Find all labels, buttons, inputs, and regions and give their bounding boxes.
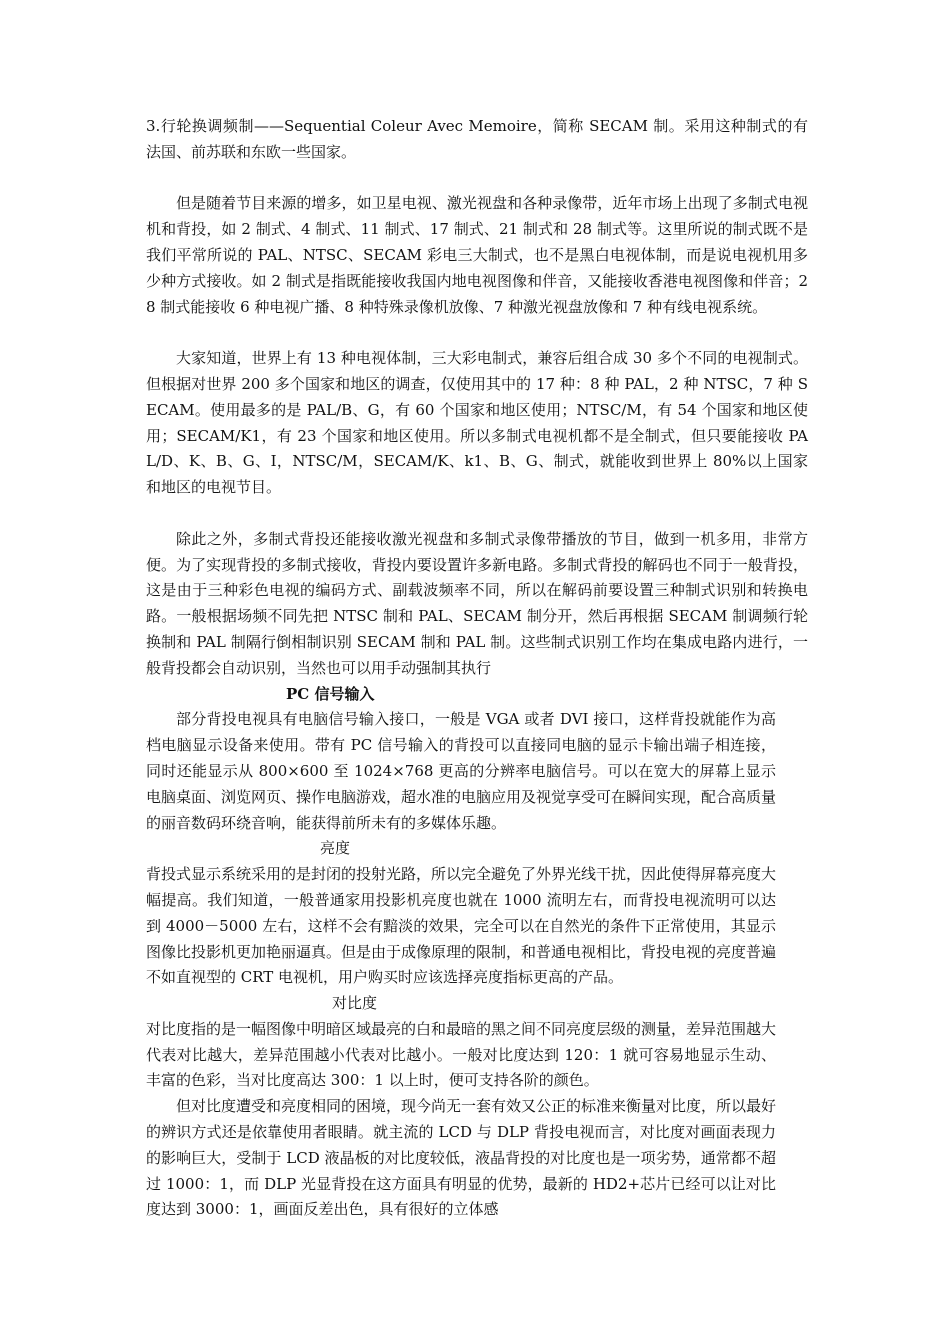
paragraph-tv-systems: 大家知道，世界上有 13 种电视体制，三大彩电制式，兼容后组合成 30 多个不同的电视制式。但根据对世界 200 多个国家和地区的调查，仅使用其中的 17 种：8 种 PAL，2 种 NTSC，7 种 SECAM。使用最多的是 PAL/B、G，有 60 个国家和地区使用；NTSC/M，有 54 个国家和地区使用；SECAM/K1，有 23 个国家和地区使用。所以多制式电视机都不是全制式，但只要能接收 PAL/D、K、B、G、I，NTSC/M，SECAM/K、k1、B、G、制式，就能收到世界上 80%以上国家和地区的电视节目。 [146,349,808,497]
paragraph-gap [146,166,808,192]
paragraph-gap [146,501,808,527]
heading-brightness: 亮度 [320,839,351,858]
paragraph-decoding: 除此之外，多制式背投还能接收激光视盘和多制式录像带播放的节目，做到一机多用，非常方便。为了实现背投的多制式接收，背投内要设置许多新电路。多制式背投的解码也不同于一般背投，这是由于三种彩色电视的编码方式、副载波频率不同，所以在解码前要设置三种制式识别和转换电路。一般根据场频不同先把 NTSC 制和 PAL、SECAM 制分开，然后再根据 SECAM 制调频行轮换制和 PAL 制隔行倒相制识别 SECAM 制和 PAL 制。这些制式识别工作均在集成电路内进行，一般背投都会自动识别，当然也可以用手动强制其执行 [146,529,808,677]
paragraph-contrast-definition: 对比度指的是一幅图像中明暗区域最亮的白和最暗的黑之间不同亮度层级的测量，差异范围越大代表对比越大，差异范围越小代表对比越小。一般对比度达到 120：1 就可容易地显示生动、丰富的色彩，当对比度高达 300：1 以上时，便可支持各阶的颜色。 [146,1019,777,1090]
heading-pc-input: PC 信号输入 [286,684,375,703]
document-page [146,114,808,1223]
paragraph-pc-input: 部分背投电视具有电脑信号输入接口，一般是 VGA 或者 DVI 接口，这样背投就能作为高档电脑显示设备来使用。带有 PC 信号输入的背投可以直接同电脑的显示卡输出端子相连接，同时还能显示从 800×600 至 1024×768 更高的分辨率电脑信号。可以在宽大的屏幕上显示电脑桌面、浏览网页、操作电脑游戏，超水准的电脑应用及视觉享受可在瞬间实现，配合高质量的丽音数码环绕音响，能获得前所未有的多媒体乐趣。 [146,710,777,832]
paragraph-secam: 3.行轮换调频制——Sequential Coleur Avec Memoire，简称 SECAM 制。采用这种制式的有法国、前苏联和东欧一些国家。 [146,117,808,161]
paragraph-multi-standard: 但是随着节目来源的增多，如卫星电视、激光视盘和各种录像带，近年市场上出现了多制式电视机和背投，如 2 制式、4 制式、11 制式、17 制式、21 制式和 28 制式等。这里所说的制式既不是我们平常所说的 PAL、NTSC、SECAM 彩电三大制式，也不是黑白电视体制，而是说电视机用多少种方式接收。如 2 制式是指既能接收我国内地电视图像和伴音，又能接收香港电视图像和伴音；28 制式能接收 6 种电视广播、8 种特殊录像机放像、7 种激光视盘放像和 7 种有线电视系统。 [146,194,808,316]
paragraph-contrast-comparison: 但对比度遭受和亮度相同的困境，现今尚无一套有效又公正的标准来衡量对比度，所以最好的辨识方式还是依靠使用者眼睛。就主流的 LCD 与 DLP 背投电视而言，对比度对画面表现力的影响巨大，受制于 LCD 液晶板的对比度较低，液晶背投的对比度也是一项劣势，通常都不超过 1000：1，而 DLP 光显背投在这方面具有明显的优势，最新的 HD2+芯片已经可以让对比度达到 3000：1，画面反差出色，具有很好的立体感 [146,1097,777,1219]
heading-contrast: 对比度 [332,994,378,1013]
paragraph-brightness: 背投式显示系统采用的是封闭的投射光路，所以完全避免了外界光线干扰，因此使得屏幕亮度大幅提高。我们知道，一般普通家用投影机亮度也就在 1000 流明左右，而背投电视流明可以达到 4000－5000 左右，这样不会有黯淡的效果，完全可以在自然光的条件下正常使用，其显示图像比投影机更加艳丽逼真。但是由于成像原理的限制，和普通电视相比，背投电视的亮度普遍不如直视型的 CRT 电视机，用户购买时应该选择亮度指标更高的产品。 [146,865,777,987]
paragraph-gap [146,320,808,346]
